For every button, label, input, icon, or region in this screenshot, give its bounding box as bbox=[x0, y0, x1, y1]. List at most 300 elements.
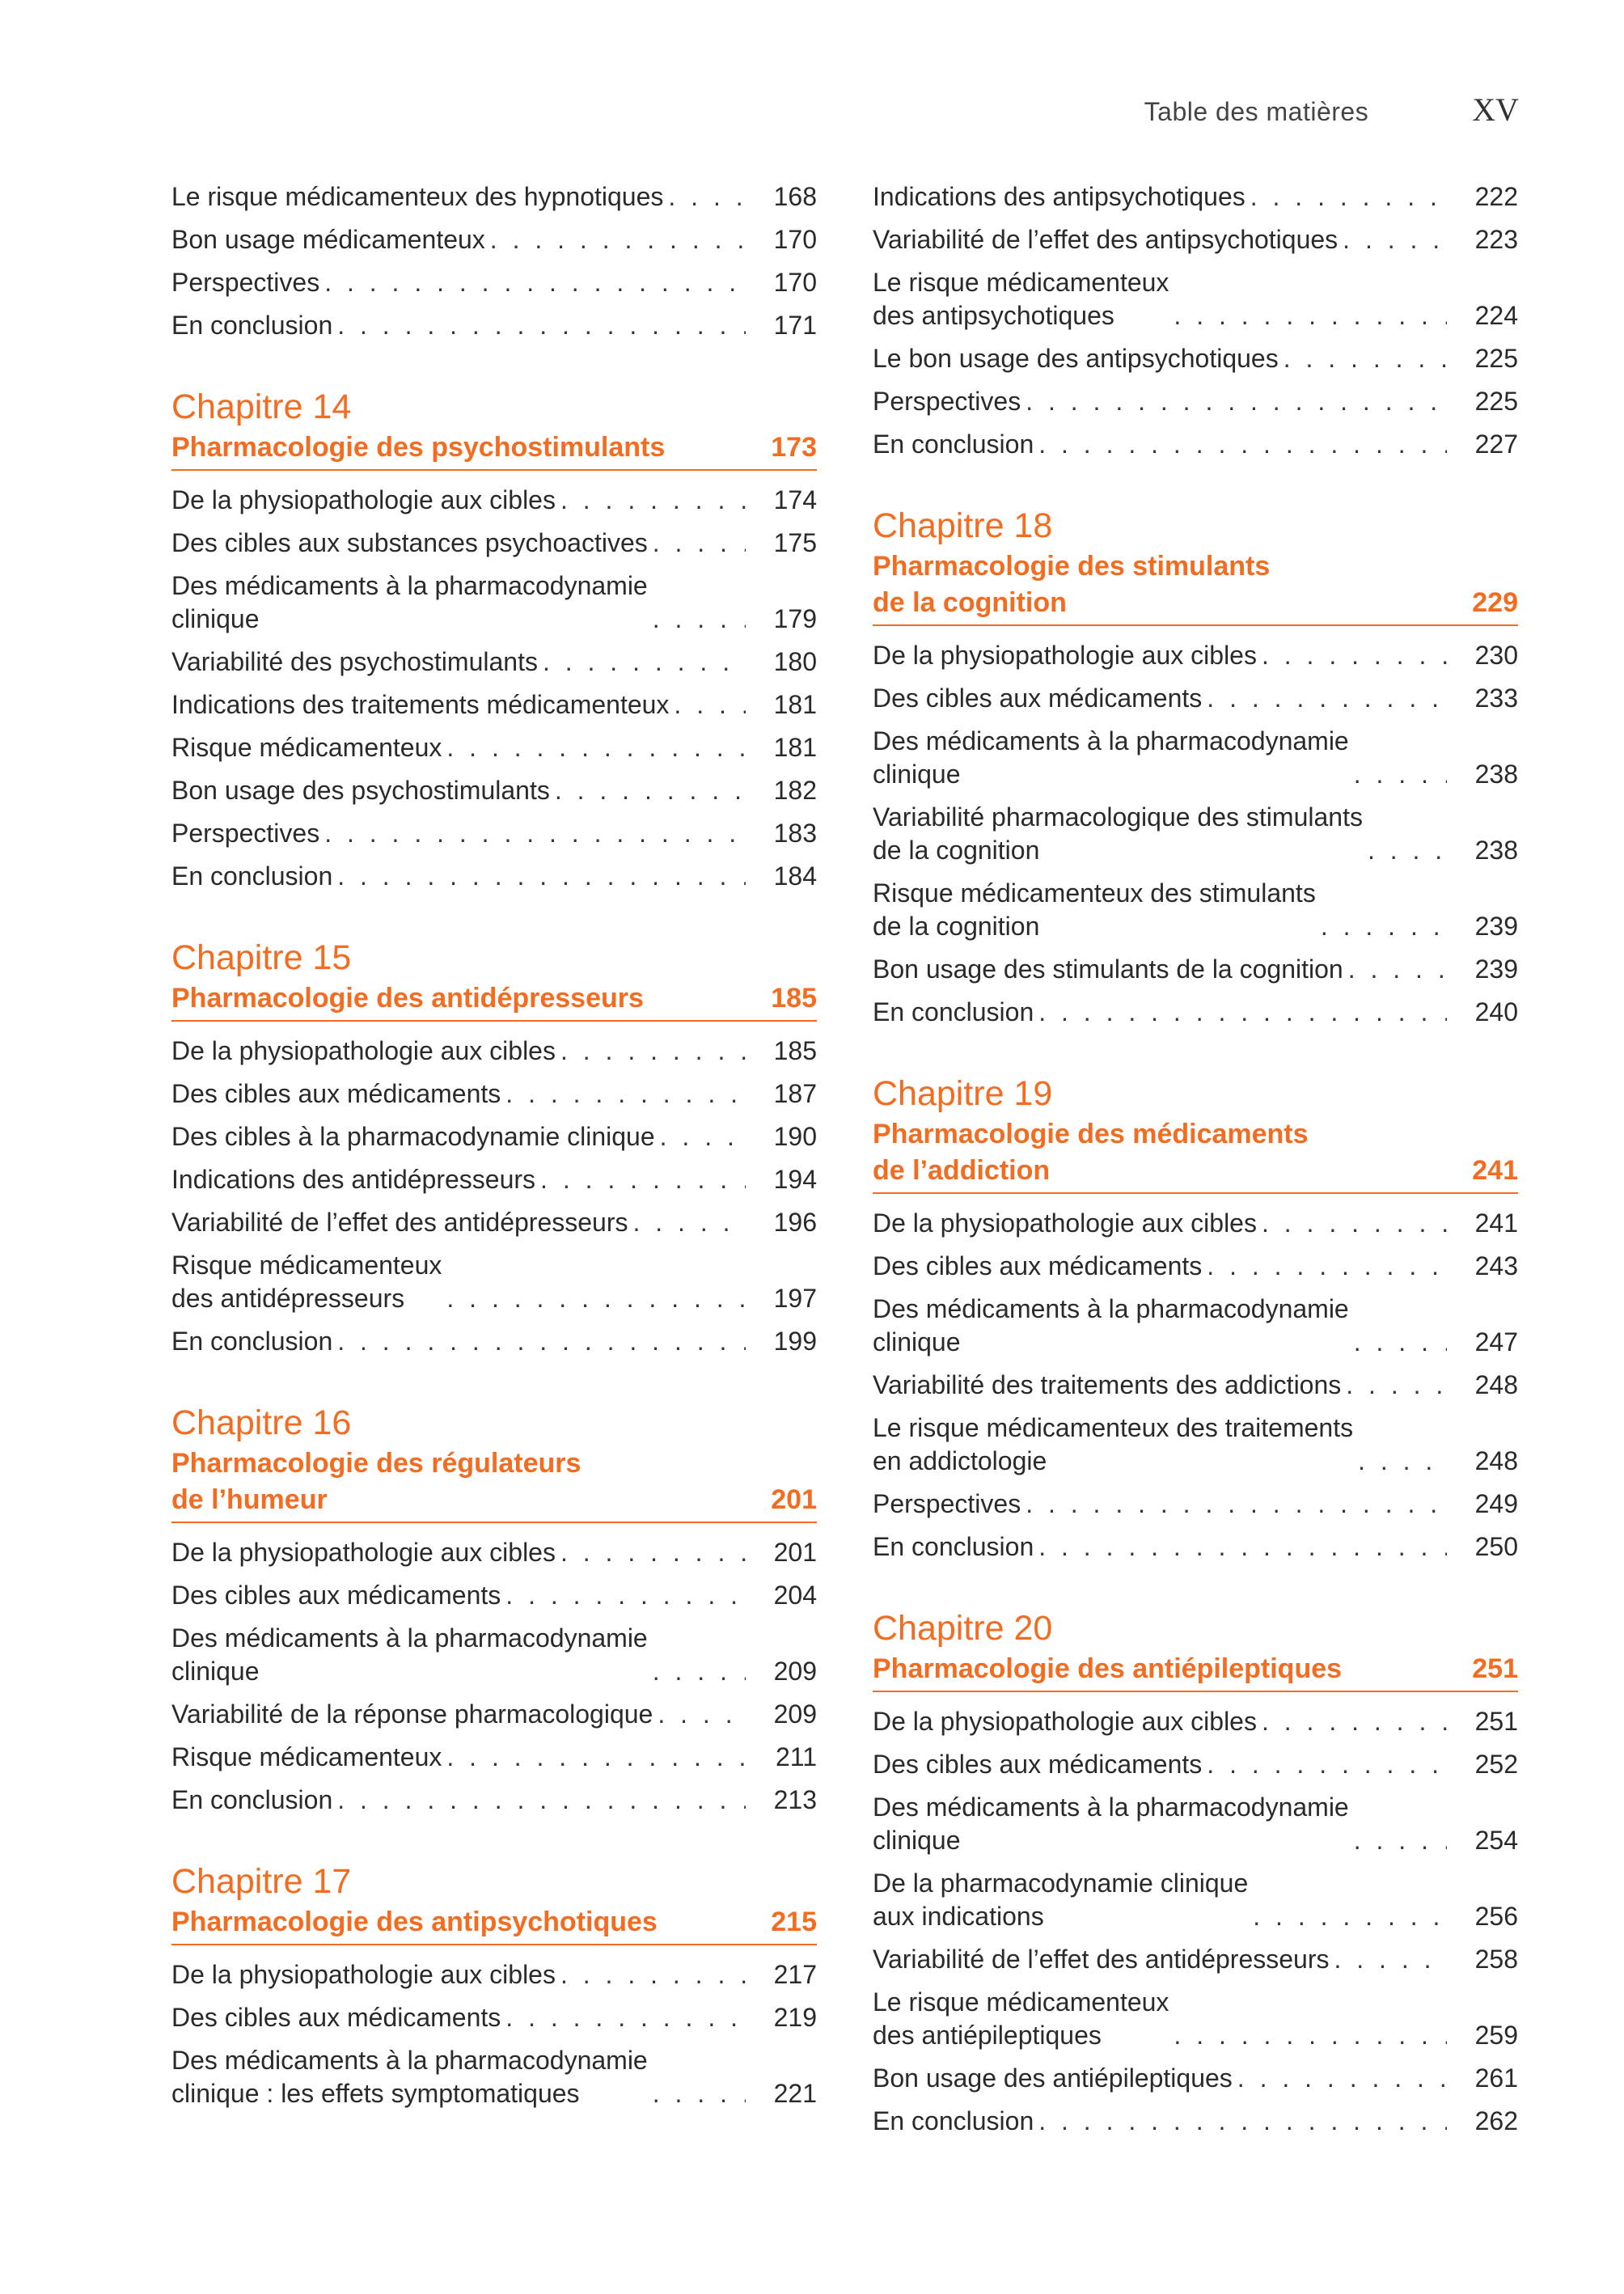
toc-entry-label-wrap bbox=[171, 484, 746, 517]
toc-entry-title: Des cibles aux médicaments bbox=[171, 1581, 501, 1610]
toc-entry-label-wrap bbox=[873, 1791, 1447, 1857]
chapter-title: Pharmacologie des régulateurs de l’humeur bbox=[171, 1448, 582, 1515]
toc-entry-page: 251 bbox=[1474, 1707, 1518, 1736]
toc-entry-title: Des médicaments à la pharmacodynamie clinique bbox=[873, 726, 1349, 789]
toc-entry-page: 238 bbox=[1474, 836, 1518, 865]
toc-entry-label-wrap bbox=[873, 2062, 1447, 2095]
toc-entry-title: De la physiopathologie aux cibles bbox=[171, 1036, 556, 1065]
toc-entry[interactable] bbox=[873, 266, 1518, 332]
dot-leader bbox=[337, 860, 746, 893]
toc-entry-page: 174 bbox=[773, 485, 817, 514]
dot-leader bbox=[1354, 758, 1447, 791]
dot-leader bbox=[505, 2001, 746, 2034]
toc-entry-title: Variabilité des psychostimulants bbox=[171, 647, 538, 676]
toc-entry-title: En conclusion bbox=[171, 311, 333, 340]
dot-leader bbox=[337, 1784, 746, 1817]
toc-entry-page: 196 bbox=[773, 1208, 817, 1237]
toc-entry-page: 241 bbox=[1474, 1208, 1518, 1238]
toc-entry-label-wrap bbox=[171, 309, 746, 342]
chapter-page: 201 bbox=[771, 1484, 817, 1515]
dot-leader bbox=[1262, 1207, 1447, 1240]
chapter-title-row bbox=[873, 1116, 1518, 1194]
dot-leader bbox=[660, 1120, 746, 1153]
toc-column-left bbox=[171, 180, 817, 2120]
toc-entry-title: Bon usage des psychostimulants bbox=[171, 776, 550, 805]
dot-leader bbox=[632, 1206, 746, 1239]
toc-entry[interactable] bbox=[171, 1120, 817, 1153]
toc-entry-page: 201 bbox=[773, 1538, 817, 1567]
toc-entry-page: 259 bbox=[1474, 2021, 1518, 2050]
dot-leader bbox=[1354, 1824, 1447, 1857]
dot-leader bbox=[505, 1077, 746, 1111]
dot-leader bbox=[1207, 682, 1447, 715]
dot-leader bbox=[324, 266, 746, 299]
toc-entry-page: 252 bbox=[1474, 1750, 1518, 1779]
toc-entry-title: Perspectives bbox=[873, 387, 1021, 416]
chapter-title-row bbox=[873, 548, 1518, 626]
toc-entry-label-wrap bbox=[171, 1077, 746, 1111]
toc-entry[interactable] bbox=[873, 1412, 1518, 1478]
toc-entry-title: De la physiopathologie aux cibles bbox=[873, 1707, 1257, 1736]
chapter-label: Chapitre 14 bbox=[171, 387, 352, 426]
toc-entry-label-wrap bbox=[873, 1943, 1447, 1976]
toc-entry-page: 204 bbox=[773, 1581, 817, 1610]
dot-leader bbox=[1358, 1445, 1447, 1478]
toc-entry-title: Risque médicamenteux bbox=[171, 1742, 442, 1771]
toc-entry-title: Variabilité des traitements des addictions bbox=[873, 1370, 1342, 1399]
dot-leader bbox=[324, 817, 746, 850]
toc-entry-page: 262 bbox=[1474, 2106, 1518, 2135]
toc-entry-label-wrap bbox=[171, 1698, 746, 1731]
toc-entry-title: Des cibles aux médicaments bbox=[873, 1251, 1203, 1280]
toc-entry-page: 238 bbox=[1474, 760, 1518, 789]
toc-entry-title: En conclusion bbox=[171, 861, 333, 891]
chapter-label: Chapitre 19 bbox=[873, 1074, 1053, 1113]
running-header bbox=[1144, 91, 1519, 131]
toc-entry-title: En conclusion bbox=[873, 430, 1034, 459]
toc-entry-page: 170 bbox=[773, 225, 817, 254]
toc-entry[interactable] bbox=[171, 1077, 817, 1111]
toc-entry-page: 168 bbox=[773, 182, 817, 211]
toc-entry[interactable] bbox=[171, 860, 817, 893]
dot-leader bbox=[1368, 834, 1447, 867]
dot-leader bbox=[560, 1536, 746, 1569]
toc-entry[interactable] bbox=[171, 688, 817, 722]
chapter-page: 251 bbox=[1472, 1653, 1518, 1684]
toc-entry[interactable] bbox=[171, 1784, 817, 1817]
toc-entry-label-wrap bbox=[873, 385, 1447, 418]
dot-leader bbox=[1348, 953, 1447, 986]
toc-entry-title: Variabilité de la réponse pharmacologique bbox=[171, 1699, 653, 1729]
chapter-heading[interactable] bbox=[171, 1403, 817, 1523]
toc-entry-page: 209 bbox=[773, 1657, 817, 1686]
chapter-title: Pharmacologie des antipsychotiques bbox=[171, 1907, 658, 1937]
toc-entry[interactable] bbox=[171, 569, 817, 636]
toc-entry-label-wrap bbox=[873, 953, 1447, 986]
dot-leader bbox=[1207, 1748, 1447, 1781]
chapter-page: 241 bbox=[1472, 1155, 1518, 1186]
toc-entry-label-wrap bbox=[171, 1325, 746, 1358]
toc-entry-title: Risque médicamenteux des stimulants de la cognition bbox=[873, 878, 1316, 941]
toc-entry-label-wrap bbox=[873, 801, 1447, 867]
toc-entry-title: Variabilité pharmacologique des stimulants de la cognition bbox=[873, 802, 1363, 865]
toc-entry-label-wrap bbox=[873, 1412, 1447, 1478]
dot-leader bbox=[1262, 1705, 1447, 1738]
toc-entry-label-wrap bbox=[171, 688, 746, 722]
toc-entry[interactable] bbox=[171, 223, 817, 256]
dot-leader bbox=[1174, 2019, 1447, 2052]
toc-entry-page: 194 bbox=[773, 1165, 817, 1194]
toc-entry[interactable] bbox=[873, 2105, 1518, 2138]
toc-entry-label-wrap bbox=[171, 2044, 746, 2110]
toc-entry[interactable] bbox=[873, 1986, 1518, 2052]
dot-leader bbox=[1346, 1369, 1447, 1402]
toc-entry-page: 197 bbox=[773, 1284, 817, 1313]
toc-entry-page: 184 bbox=[773, 861, 817, 891]
toc-entry-label-wrap bbox=[873, 1293, 1447, 1359]
toc-entry-title: De la physiopathologie aux cibles bbox=[171, 1538, 556, 1567]
dot-leader bbox=[560, 484, 746, 517]
dot-leader bbox=[653, 2077, 746, 2110]
toc-entry[interactable] bbox=[873, 223, 1518, 256]
toc-entry-title: Bon usage des antiépileptiques bbox=[873, 2063, 1233, 2093]
toc-entry-page: 248 bbox=[1474, 1370, 1518, 1399]
toc-entry-label-wrap bbox=[873, 1207, 1447, 1240]
toc-entry[interactable] bbox=[873, 1250, 1518, 1283]
toc-entry-page: 256 bbox=[1474, 1902, 1518, 1931]
toc-entry-title: Variabilité de l’effet des antipsychotiques bbox=[873, 225, 1339, 254]
toc-entry-page: 179 bbox=[773, 604, 817, 633]
chapter-page: 229 bbox=[1472, 587, 1518, 618]
toc-entry-label-wrap bbox=[873, 877, 1447, 943]
toc-entry-label-wrap bbox=[873, 223, 1447, 256]
toc-entry[interactable] bbox=[873, 639, 1518, 672]
chapter-heading[interactable] bbox=[873, 506, 1518, 626]
chapter-label: Chapitre 17 bbox=[171, 1862, 352, 1901]
toc-entry[interactable] bbox=[873, 342, 1518, 375]
toc-entry-label-wrap bbox=[171, 645, 746, 679]
toc-entry[interactable] bbox=[873, 801, 1518, 867]
toc-entry[interactable] bbox=[171, 180, 817, 214]
toc-entry[interactable] bbox=[171, 1741, 817, 1774]
dot-leader bbox=[560, 1958, 746, 1991]
toc-entry-label-wrap bbox=[171, 1579, 746, 1612]
toc-entry-label-wrap bbox=[873, 266, 1447, 332]
toc-entry-label-wrap bbox=[873, 1867, 1447, 1933]
toc-entry-page: 233 bbox=[1474, 684, 1518, 713]
dot-leader bbox=[653, 603, 746, 636]
dot-leader bbox=[1038, 2105, 1447, 2138]
chapter-label: Chapitre 18 bbox=[873, 506, 1053, 545]
toc-entry[interactable] bbox=[873, 180, 1518, 214]
dot-leader bbox=[653, 527, 746, 560]
toc-entry-page: 187 bbox=[773, 1079, 817, 1108]
chapter-title-row bbox=[171, 1445, 817, 1523]
toc-entry[interactable] bbox=[171, 645, 817, 679]
toc-entry-page: 224 bbox=[1474, 301, 1518, 330]
toc-entry[interactable] bbox=[171, 484, 817, 517]
dot-leader bbox=[446, 1282, 746, 1315]
toc-entry-page: 171 bbox=[773, 311, 817, 340]
toc-entry-label-wrap bbox=[171, 1784, 746, 1817]
toc-entry-title: Le risque médicamenteux des hypnotiques bbox=[171, 182, 664, 211]
toc-entry-label-wrap bbox=[171, 1741, 746, 1774]
toc-column-right bbox=[873, 180, 1518, 2148]
toc-entry-title: Perspectives bbox=[171, 819, 320, 848]
dot-leader bbox=[658, 1698, 746, 1731]
toc-entry-title: Le risque médicamenteux des traitements en addictologie bbox=[873, 1413, 1354, 1475]
toc-entry-label-wrap bbox=[171, 1536, 746, 1569]
toc-entry[interactable] bbox=[873, 2062, 1518, 2095]
dot-leader bbox=[1207, 1250, 1447, 1283]
toc-entry-page: 225 bbox=[1474, 387, 1518, 416]
dot-leader bbox=[1343, 223, 1447, 256]
toc-entry-title: De la pharmacodynamie clinique aux indications bbox=[873, 1869, 1249, 1931]
toc-entry-label-wrap bbox=[171, 731, 746, 764]
toc-entry[interactable] bbox=[873, 682, 1518, 715]
toc-entry-page: 225 bbox=[1474, 344, 1518, 373]
toc-entry[interactable] bbox=[171, 1163, 817, 1196]
toc-entry[interactable] bbox=[873, 1943, 1518, 1976]
toc-entry-label-wrap bbox=[171, 860, 746, 893]
dot-leader bbox=[1253, 1900, 1447, 1933]
toc-entry-label-wrap bbox=[873, 2105, 1447, 2138]
toc-entry-page: 222 bbox=[1474, 182, 1518, 211]
toc-entry-label-wrap bbox=[171, 266, 746, 299]
dot-leader bbox=[1038, 996, 1447, 1029]
toc-entry-label-wrap bbox=[171, 527, 746, 560]
dot-leader bbox=[1026, 1488, 1447, 1521]
toc-entry[interactable] bbox=[873, 953, 1518, 986]
toc-entry-title: De la physiopathologie aux cibles bbox=[873, 641, 1257, 670]
chapter-title: Pharmacologie des psychostimulants bbox=[171, 432, 666, 463]
toc-entry[interactable] bbox=[171, 2044, 817, 2110]
toc-entry-label-wrap bbox=[171, 817, 746, 850]
dot-leader bbox=[560, 1035, 746, 1068]
toc-entry-label-wrap bbox=[171, 2001, 746, 2034]
dot-leader bbox=[490, 223, 746, 256]
toc-entry-title: Le bon usage des antipsychotiques bbox=[873, 344, 1279, 373]
toc-entry-page: 175 bbox=[773, 528, 817, 557]
page-number: XV bbox=[1472, 91, 1519, 128]
toc-entry-page: 181 bbox=[773, 690, 817, 719]
dot-leader bbox=[446, 1741, 746, 1774]
toc-entry[interactable] bbox=[171, 1579, 817, 1612]
toc-entry-title: Des cibles aux médicaments bbox=[873, 1750, 1203, 1779]
toc-entry-title: En conclusion bbox=[873, 2106, 1034, 2135]
chapter-title-row bbox=[171, 980, 817, 1022]
toc-entry[interactable] bbox=[171, 1622, 817, 1688]
toc-entry-title: Des médicaments à la pharmacodynamie clinique bbox=[171, 1623, 648, 1686]
toc-entry[interactable] bbox=[171, 1698, 817, 1731]
dot-leader bbox=[1321, 910, 1447, 943]
toc-entry-label-wrap bbox=[873, 1705, 1447, 1738]
toc-entry-title: Des cibles à la pharmacodynamie clinique bbox=[171, 1122, 655, 1151]
toc-entry[interactable] bbox=[873, 1791, 1518, 1857]
toc-entry-page: 219 bbox=[773, 2003, 817, 2032]
toc-entry-page: 239 bbox=[1474, 954, 1518, 984]
toc-entry[interactable] bbox=[171, 1325, 817, 1358]
chapter-heading[interactable] bbox=[171, 1861, 817, 1945]
dot-leader bbox=[505, 1579, 746, 1612]
toc-entry-title: Des médicaments à la pharmacodynamie clinique bbox=[873, 1792, 1349, 1855]
toc-entry[interactable] bbox=[873, 385, 1518, 418]
toc-entry[interactable] bbox=[171, 2001, 817, 2034]
toc-entry-label-wrap bbox=[873, 342, 1447, 375]
dot-leader bbox=[1038, 428, 1447, 461]
dot-leader bbox=[446, 731, 746, 764]
chapter-heading[interactable] bbox=[873, 1608, 1518, 1692]
chapter-title-row bbox=[873, 1651, 1518, 1692]
toc-entry[interactable] bbox=[873, 725, 1518, 791]
toc-entry[interactable] bbox=[171, 1206, 817, 1239]
toc-entry[interactable] bbox=[873, 1207, 1518, 1240]
dot-leader bbox=[543, 645, 746, 679]
toc-entry-title: Le risque médicamenteux des antipsychotiques bbox=[873, 268, 1169, 330]
dot-leader bbox=[1262, 639, 1447, 672]
chapter-page: 215 bbox=[771, 1907, 817, 1937]
toc-entry[interactable] bbox=[171, 266, 817, 299]
toc-entry-title: De la physiopathologie aux cibles bbox=[171, 1960, 556, 1989]
toc-entry[interactable] bbox=[171, 1536, 817, 1569]
toc-entry-page: 211 bbox=[775, 1742, 817, 1771]
toc-entry-label-wrap bbox=[873, 639, 1447, 672]
toc-entry[interactable] bbox=[873, 1293, 1518, 1359]
toc-entry[interactable] bbox=[873, 877, 1518, 943]
toc-entry-page: 248 bbox=[1474, 1446, 1518, 1475]
dot-leader bbox=[540, 1163, 746, 1196]
toc-entry-page: 183 bbox=[773, 819, 817, 848]
toc-entry-page: 240 bbox=[1474, 997, 1518, 1026]
toc-entry-label-wrap bbox=[873, 725, 1447, 791]
toc-entry-page: 213 bbox=[773, 1785, 817, 1814]
dot-leader bbox=[1284, 342, 1447, 375]
toc-entry-title: Des cibles aux médicaments bbox=[171, 2003, 501, 2032]
toc-entry-title: Indications des antidépresseurs bbox=[171, 1165, 536, 1194]
toc-entry-label-wrap bbox=[171, 1622, 746, 1688]
dot-leader bbox=[1038, 1530, 1447, 1564]
chapter-title: Pharmacologie des antidépresseurs bbox=[171, 983, 644, 1014]
toc-entry-page: 180 bbox=[773, 647, 817, 676]
toc-entry-page: 258 bbox=[1474, 1945, 1518, 1974]
toc-entry-title: Des médicaments à la pharmacodynamie clinique : les effets symptomatiques bbox=[171, 2046, 648, 2108]
toc-entry[interactable] bbox=[171, 817, 817, 850]
toc-entry-label-wrap bbox=[873, 1530, 1447, 1564]
toc-entry-page: 221 bbox=[773, 2079, 817, 2108]
toc-entry[interactable] bbox=[171, 309, 817, 342]
toc-entry-label-wrap bbox=[873, 1986, 1447, 2052]
chapter-page: 173 bbox=[771, 432, 817, 463]
chapter-title-row bbox=[171, 1904, 817, 1945]
dot-leader bbox=[653, 1655, 746, 1688]
toc-entry-page: 170 bbox=[773, 268, 817, 297]
toc-entry-page: 223 bbox=[1474, 225, 1518, 254]
toc-entry-label-wrap bbox=[171, 1249, 746, 1315]
toc-entry-label-wrap bbox=[171, 1163, 746, 1196]
toc-entry-page: 209 bbox=[773, 1699, 817, 1729]
toc-entry-label-wrap bbox=[171, 1206, 746, 1239]
toc-entry-title: Des cibles aux médicaments bbox=[171, 1079, 501, 1108]
toc-entry-label-wrap bbox=[873, 428, 1447, 461]
toc-entry[interactable] bbox=[171, 1249, 817, 1315]
chapter-label: Chapitre 16 bbox=[171, 1403, 352, 1442]
toc-entry[interactable] bbox=[873, 1748, 1518, 1781]
toc-entry-title: Des cibles aux médicaments bbox=[873, 684, 1203, 713]
toc-entry-title: Des médicaments à la pharmacodynamie clinique bbox=[873, 1294, 1349, 1357]
dot-leader bbox=[337, 309, 746, 342]
toc-entry[interactable] bbox=[873, 1488, 1518, 1521]
toc-entry-page: 249 bbox=[1474, 1489, 1518, 1518]
toc-entry-page: 185 bbox=[773, 1036, 817, 1065]
toc-entry-page: 190 bbox=[773, 1122, 817, 1151]
chapter-title: Pharmacologie des antiépileptiques bbox=[873, 1653, 1343, 1684]
toc-entry-page: 199 bbox=[773, 1327, 817, 1356]
chapter-label: Chapitre 15 bbox=[171, 938, 352, 977]
chapter-title-row bbox=[171, 430, 817, 471]
toc-entry[interactable] bbox=[873, 428, 1518, 461]
toc-entry[interactable] bbox=[873, 1530, 1518, 1564]
toc-entry-title: Indications des antipsychotiques bbox=[873, 182, 1245, 211]
toc-entry[interactable] bbox=[171, 731, 817, 764]
toc-entry-page: 261 bbox=[1474, 2063, 1518, 2093]
chapter-heading[interactable] bbox=[171, 937, 817, 1022]
toc-entry[interactable] bbox=[171, 1035, 817, 1068]
toc-entry-page: 182 bbox=[773, 776, 817, 805]
toc-entry[interactable] bbox=[873, 996, 1518, 1029]
toc-entry-title: Indications des traitements médicamenteux bbox=[171, 690, 670, 719]
toc-entry-title: De la physiopathologie aux cibles bbox=[873, 1208, 1257, 1238]
toc-entry-page: 247 bbox=[1474, 1327, 1518, 1357]
chapter-heading[interactable] bbox=[171, 387, 817, 471]
toc-entry-title: Risque médicamenteux des antidépresseurs bbox=[171, 1251, 442, 1313]
toc-entry[interactable] bbox=[873, 1705, 1518, 1738]
toc-entry-label-wrap bbox=[171, 223, 746, 256]
toc-entry[interactable] bbox=[873, 1369, 1518, 1402]
chapter-title: Pharmacologie des médicaments de l’addiction bbox=[873, 1119, 1309, 1186]
dot-leader bbox=[555, 774, 746, 807]
toc-entry-title: Bon usage médicamenteux bbox=[171, 225, 485, 254]
toc-entry[interactable] bbox=[171, 774, 817, 807]
toc-entry-label-wrap bbox=[873, 180, 1447, 214]
toc-entry[interactable] bbox=[171, 1958, 817, 1991]
toc-entry-label-wrap bbox=[873, 1748, 1447, 1781]
dot-leader bbox=[1237, 2062, 1447, 2095]
toc-entry-title: En conclusion bbox=[873, 997, 1034, 1026]
toc-entry-title: En conclusion bbox=[873, 1532, 1034, 1561]
toc-entry-title: Perspectives bbox=[171, 268, 320, 297]
chapter-heading[interactable] bbox=[873, 1073, 1518, 1194]
toc-entry-title: Le risque médicamenteux des antiépileptiques bbox=[873, 1987, 1169, 2050]
running-header-title: Table des matières bbox=[1144, 97, 1369, 126]
toc-entry-label-wrap bbox=[171, 1958, 746, 1991]
toc-entry-page: 250 bbox=[1474, 1532, 1518, 1561]
toc-entry-label-wrap bbox=[873, 1369, 1447, 1402]
toc-entry[interactable] bbox=[873, 1867, 1518, 1933]
toc-entry-label-wrap bbox=[873, 996, 1447, 1029]
dot-leader bbox=[1174, 299, 1447, 332]
toc-entry-page: 217 bbox=[773, 1960, 817, 1989]
toc-entry-title: Variabilité de l’effet des antidépresseurs bbox=[873, 1945, 1330, 1974]
toc-entry-label-wrap bbox=[873, 1250, 1447, 1283]
toc-entry-label-wrap bbox=[171, 180, 746, 214]
toc-entry[interactable] bbox=[171, 527, 817, 560]
toc-entry-label-wrap bbox=[171, 1035, 746, 1068]
toc-entry-label-wrap bbox=[171, 569, 746, 636]
toc-entry-title: Perspectives bbox=[873, 1489, 1021, 1518]
toc-entry-title: Bon usage des stimulants de la cognition bbox=[873, 954, 1343, 984]
toc-entry-label-wrap bbox=[171, 1120, 746, 1153]
dot-leader bbox=[337, 1325, 746, 1358]
